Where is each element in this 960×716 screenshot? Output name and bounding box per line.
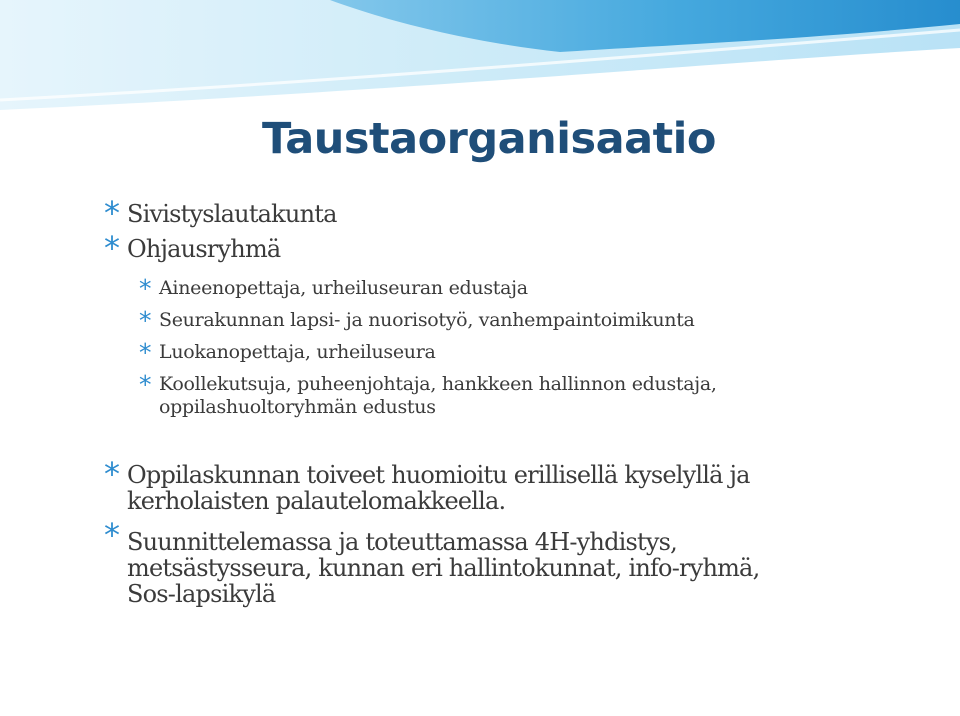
bullet-text-line: Oppilaskunnan toiveet huomioitu erillisellä kyselyllä ja: [127, 461, 750, 489]
bullet-text: Ohjausryhmä: [127, 235, 281, 263]
asterisk-bullet-icon: *: [104, 516, 120, 554]
asterisk-bullet-icon: *: [139, 370, 152, 399]
asterisk-bullet-icon: *: [139, 306, 152, 335]
bullet-text-line: kerholaisten palautelomakkeella.: [127, 487, 506, 515]
sub-bullet-text-line: oppilashuoltoryhmän edustus: [159, 396, 436, 418]
bullet-text-line: metsästysseura, kunnan eri hallintokunnat, info-ryhmä,: [127, 554, 760, 582]
sub-bullet-text: Aineenopettaja, urheiluseuran edustaja: [159, 277, 528, 299]
asterisk-bullet-icon: *: [104, 455, 120, 493]
sub-bullet-text: Luokanopettaja, urheiluseura: [159, 341, 436, 363]
bullet-text-line: Sos-lapsikylä: [127, 580, 276, 608]
bullet-text: Sivistyslautakunta: [127, 200, 337, 228]
asterisk-bullet-icon: *: [139, 274, 152, 303]
sub-bullet-text: Seurakunnan lapsi- ja nuorisotyö, vanhempaintoimikunta: [159, 309, 695, 331]
slide-title: Taustaorganisaatio: [262, 114, 716, 164]
asterisk-bullet-icon: *: [139, 338, 152, 367]
asterisk-bullet-icon: *: [104, 229, 120, 267]
asterisk-bullet-icon: *: [104, 194, 120, 232]
sub-bullet-text-line: Koollekutsuja, puheenjohtaja, hankkeen hallinnon edustaja,: [159, 373, 717, 395]
bullet-text-line: Suunnittelemassa ja toteuttamassa 4H-yhdistys,: [127, 528, 677, 556]
